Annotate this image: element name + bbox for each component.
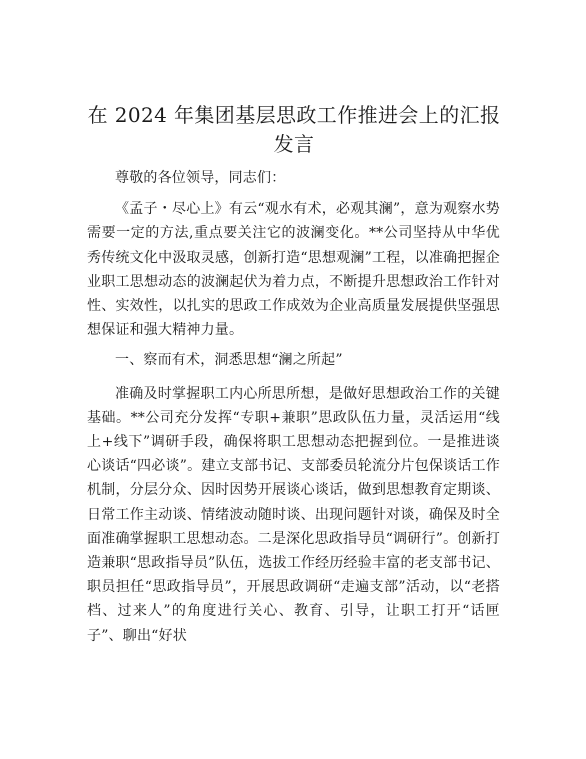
section-heading: 一、察而有术，洞悉思想“澜之所起” xyxy=(115,352,343,369)
document-body xyxy=(87,166,500,648)
intro-paragraph: 《孟子・尽心上》有云“观水有术，必观其澜”，意为观察水势需要一定的方法,重点要关注它的波澜变化。**公司坚持从中华优秀传统文化中汲取灵感，创新打造“思想观澜”工程，以准确把握企业职工思想动态的波澜起伏为着力点，不断提升思想政治工作针对性、实效性，以扎实的思政工作成效为企业高质量发展提供坚强思想保证和强大精神力量。 xyxy=(87,201,500,339)
document-title: 在 2024 年集团基层思政工作推进会上的汇报发言 xyxy=(87,103,501,156)
salutation: 尊敬的各位领导，同志们： xyxy=(115,170,286,186)
section-paragraph: 准确及时掌握职工内心所思所想，是做好思想政治工作的关键基础。**公司充分发挥“专职+兼职”思政队伍力量，灵活运用“线上+线下”调研手段，确保将职工思想动态把握到位。一是推进谈心谈话“四必谈”。建立支部书记、支部委员轮流分片包保谈话工作机制，分层分众、因时因势开展谈心谈话，做到思想教育定期谈、日常工作主动谈、情绪波动随时谈、出现问题针对谈，确保及时全面准确掌握职工思想动态。二是深化思政指导员“调研行”。创新打造兼职“思政指导员”队伍，选拔工作经历经验丰富的老支部书记、职员担任“思政指导员”，开展思政调研“走遍支部”活动，以“老搭档、过来人”的角度进行关心、教育、引导，让职工打开“话匣子”、聊出“好状 xyxy=(87,385,500,644)
